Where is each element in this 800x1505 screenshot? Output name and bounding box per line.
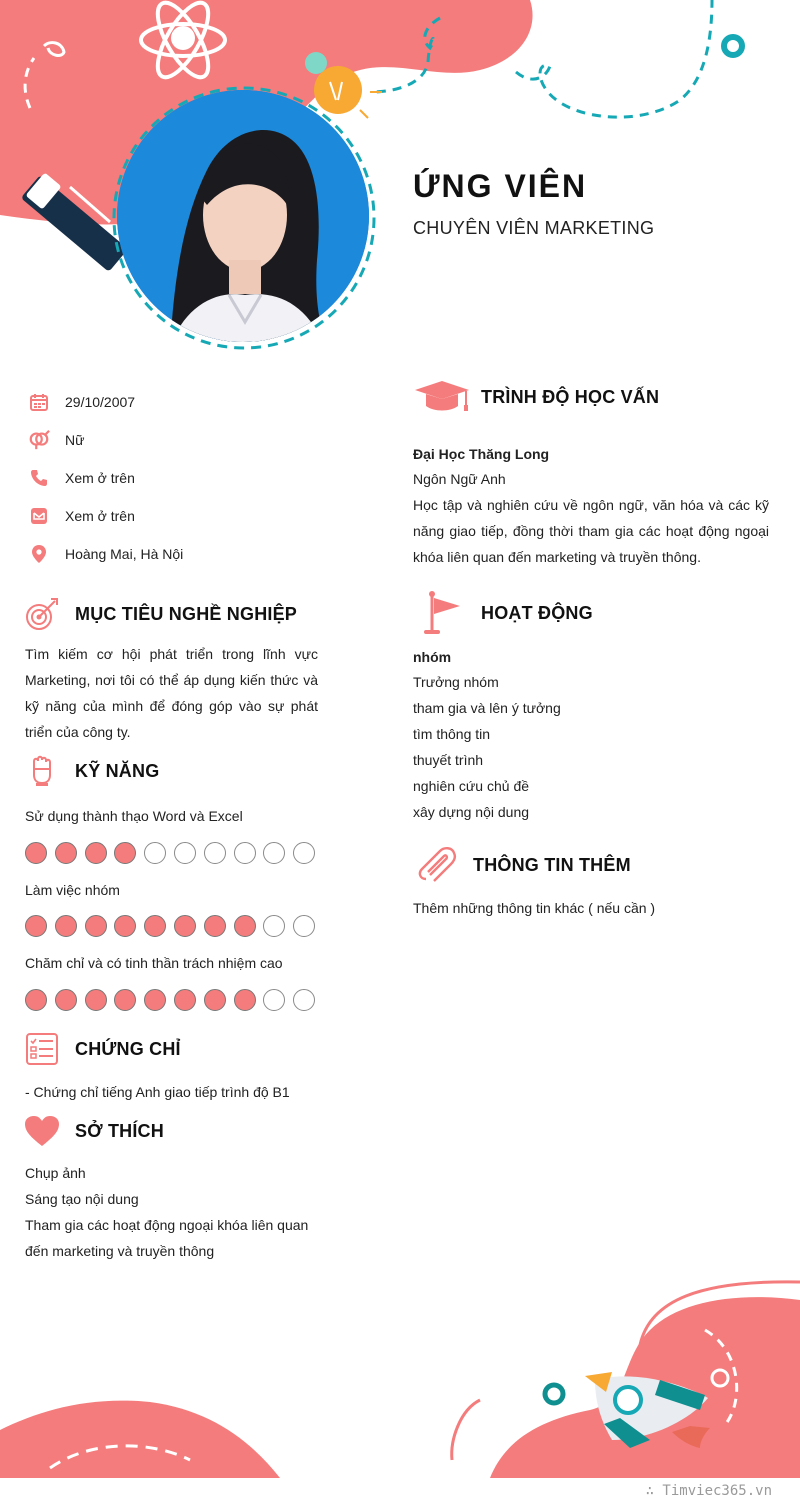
rating-dot-empty [263,915,285,937]
rating-dot-empty [293,915,315,937]
rating-dot-filled [204,915,226,937]
activity-item: nghiên cứu chủ đề [413,778,530,794]
hobby-item: Sáng tạo nội dung [25,1191,139,1207]
contact-value: Nữ [65,432,85,448]
contact-email [28,497,328,535]
education-description: Học tập và nghiên cứu về ngôn ngữ, văn hóa và các kỹ năng giao tiếp, đồng thời tham gia các hoạt động ngoại khóa liên quan đến marketing và truyền thông. [413,497,769,565]
envelope-icon [28,505,50,527]
education-school: Đại Học Thăng Long [413,446,550,462]
rating-dot-filled [114,915,136,937]
skill-name: Chăm chỉ và có tinh thần trách nhiệm cao [25,955,283,971]
paperclip-icon [416,845,458,885]
extra-info-text: Thêm những thông tin khác ( nếu cần ) [413,900,656,916]
certificates-title: CHỨNG CHỈ [75,1038,181,1059]
flag-icon [420,590,464,636]
rating-dot-filled [144,915,166,937]
rating-dot-filled [85,842,107,864]
education-title: TRÌNH ĐỘ HỌC VẤN [481,386,660,407]
skills-header [24,754,159,788]
watermark: ∴ Timviec365.vn [645,1483,772,1499]
hobbies-title: SỞ THÍCH [75,1120,164,1141]
objective-text: Tìm kiếm cơ hội phát triển trong lĩnh vực Marketing, nơi tôi có thể áp dụng kiến thức và kỹ năng của mình để đóng góp vào sự phát triển của công ty. [25,646,318,740]
skills-title: KỸ NĂNG [75,760,160,781]
rating-dot-filled [55,842,77,864]
fist-icon [24,754,60,788]
objective-header [24,596,297,632]
graduation-cap-icon [414,380,470,414]
rating-dot-empty [234,842,256,864]
contact-gender [28,421,328,459]
activity-item: xây dựng nội dung [413,804,530,820]
rating-dot-filled [55,989,77,1011]
hobbies-list [25,1160,318,1264]
rating-dot-empty [293,989,315,1011]
activity-item: tìm thông tin [413,726,491,742]
skill-name: Làm việc nhóm [25,882,120,898]
location-pin-icon [28,543,50,565]
rating-dot-filled [114,989,136,1011]
portrait-image [117,90,369,342]
rating-dot-filled [174,989,196,1011]
extra-info-header [416,845,631,885]
gender-icon [28,429,50,451]
skill-rating [25,842,323,864]
calendar-icon [28,391,50,413]
rating-dot-filled [25,842,47,864]
education-major: Ngôn Ngữ Anh [413,471,506,487]
target-icon [24,596,60,632]
contact-birthdate [28,383,328,421]
contact-info [28,383,328,573]
contact-address [28,535,328,573]
hobbies-header [24,1114,164,1148]
activities-title: HOẠT ĐỘNG [481,602,593,623]
phone-icon [28,467,50,489]
contact-phone [28,459,328,497]
activity-item: tham gia và lên ý tưởng [413,700,561,716]
contact-value: 29/10/2007 [65,394,136,410]
rating-dot-filled [204,989,226,1011]
education-header [414,380,659,414]
contact-value: Xem ở trên [65,470,135,486]
objective-title: MỤC TIÊU NGHỀ NGHIỆP [75,603,298,624]
rating-dot-filled [85,989,107,1011]
skill-rating [25,915,323,937]
rating-dot-empty [204,842,226,864]
rating-dot-filled [25,989,47,1011]
rating-dot-filled [144,989,166,1011]
rating-dot-filled [174,915,196,937]
hobby-item: Chụp ảnh [25,1165,86,1181]
rating-dot-empty [293,842,315,864]
rating-dot-empty [263,989,285,1011]
activities-group: nhóm [413,649,452,665]
contact-value: Xem ở trên [65,508,135,524]
skill-name: Sử dụng thành thạo Word và Excel [25,808,243,824]
candidate-name: ỨNG VIÊN [413,168,588,204]
extra-info-title: THÔNG TIN THÊM [473,854,631,875]
activity-item: thuyết trình [413,752,484,768]
activities-header [420,590,593,636]
activity-item: Trưởng nhóm [413,674,499,690]
certificates-header [24,1033,181,1065]
rating-dot-filled [234,989,256,1011]
certificate-item: - Chứng chỉ tiếng Anh giao tiếp trình độ B1 [25,1084,290,1100]
hobby-item: đến marketing và truyền thông [25,1243,215,1259]
rating-dot-empty [263,842,285,864]
rating-dot-filled [85,915,107,937]
job-title: CHUYÊN VIÊN MARKETING [413,218,655,238]
avatar-photo [117,90,369,342]
checklist-icon [24,1033,60,1065]
heart-icon [24,1114,60,1148]
rating-dot-empty [174,842,196,864]
rating-dot-filled [114,842,136,864]
rating-dot-filled [55,915,77,937]
hobby-item: Tham gia các hoạt động ngoại khóa liên quan [25,1217,309,1233]
activities-list [413,669,561,825]
rating-dot-filled [234,915,256,937]
rating-dot-empty [144,842,166,864]
skill-rating [25,989,323,1011]
contact-value: Hoàng Mai, Hà Nội [65,546,184,562]
rating-dot-filled [25,915,47,937]
